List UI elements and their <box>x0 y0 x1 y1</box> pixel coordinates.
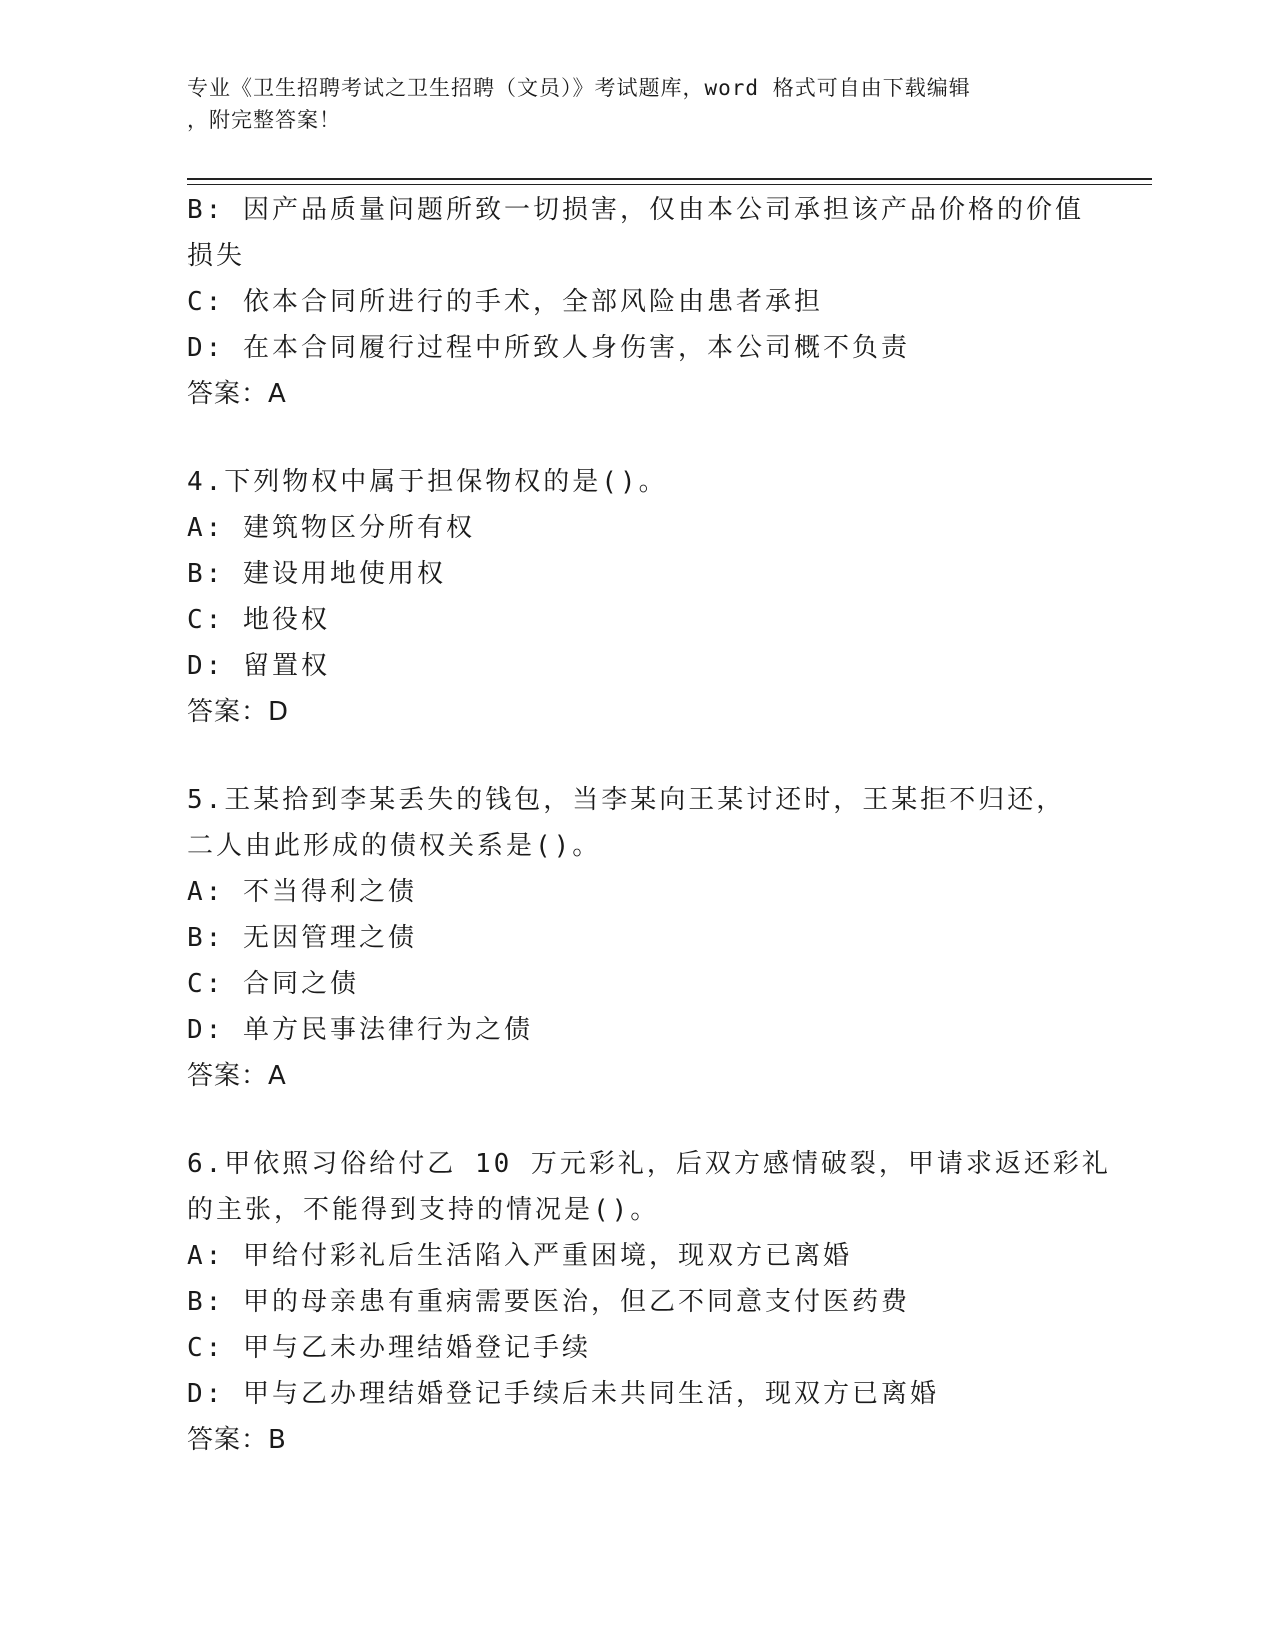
option-c: C: 地役权 <box>187 605 330 635</box>
option-b: B: 无因管理之债 <box>187 923 417 953</box>
question-list <box>187 187 1111 1463</box>
answer-line <box>187 1417 1087 1463</box>
question-stem: 5.王某拾到李某丢失的钱包，当李某向王某讨还时，王某拒不归还， <box>187 785 1066 815</box>
question-stem-continued: 二人由此形成的债权关系是()。 <box>187 831 602 861</box>
document-header <box>187 72 1067 136</box>
option-b: B: 甲的母亲患有重病需要医治，但乙不同意支付医药费 <box>187 1287 910 1317</box>
option-b: B: 因产品质量问题所致一切损害，仅由本公司承担该产品价格的价值 <box>187 195 1084 225</box>
answer-value: A <box>268 379 287 409</box>
option-d: D: 单方民事法律行为之债 <box>187 1015 533 1045</box>
answer-label: 答案： <box>187 1061 269 1091</box>
header-divider-thin <box>187 184 1152 185</box>
header-line-1: 专业《卫生招聘考试之卫生招聘（文员）》考试题库，word 格式可自由下载编辑 <box>187 76 971 100</box>
answer-value: D <box>268 697 290 727</box>
answer-line <box>187 1053 1087 1099</box>
option-d: D: 留置权 <box>187 651 330 681</box>
answer-label: 答案： <box>187 379 269 409</box>
spacer <box>187 1099 1087 1141</box>
answer-line <box>187 689 1087 735</box>
question-stem-continued: 的主张，不能得到支持的情况是()。 <box>187 1195 660 1225</box>
option-a: A: 建筑物区分所有权 <box>187 513 475 543</box>
option-d: D: 甲与乙办理结婚登记手续后未共同生活，现双方已离婚 <box>187 1379 939 1409</box>
option-a: A: 甲给付彩礼后生活陷入严重困境，现双方已离婚 <box>187 1241 852 1271</box>
answer-value: A <box>268 1061 287 1091</box>
spacer <box>187 735 1087 777</box>
header-line-2: ，附完整答案！ <box>187 108 341 132</box>
option-a: A: 不当得利之债 <box>187 877 417 907</box>
option-b-continued: 损失 <box>187 241 246 271</box>
option-c: C: 甲与乙未办理结婚登记手续 <box>187 1333 591 1363</box>
question-block-6 <box>187 1141 1111 1463</box>
question-stem: 6.甲依照习俗给付乙 10 万元彩礼，后双方感情破裂，甲请求返还彩礼 <box>187 1149 1111 1179</box>
answer-label: 答案： <box>187 697 269 727</box>
question-block-3 <box>187 187 1087 417</box>
answer-line <box>187 371 1087 417</box>
option-c: C: 依本合同所进行的手术，全部风险由患者承担 <box>187 287 823 317</box>
answer-label: 答案： <box>187 1425 269 1455</box>
option-c: C: 合同之债 <box>187 969 359 999</box>
header-divider-thick <box>187 178 1152 180</box>
spacer <box>187 417 1087 459</box>
option-d: D: 在本合同履行过程中所致人身伤害，本公司概不负责 <box>187 333 910 363</box>
question-block-5 <box>187 777 1087 1099</box>
question-block-4 <box>187 459 1087 735</box>
answer-value: B <box>268 1425 287 1455</box>
question-stem: 4.下列物权中属于担保物权的是()。 <box>187 467 668 497</box>
option-b: B: 建设用地使用权 <box>187 559 446 589</box>
